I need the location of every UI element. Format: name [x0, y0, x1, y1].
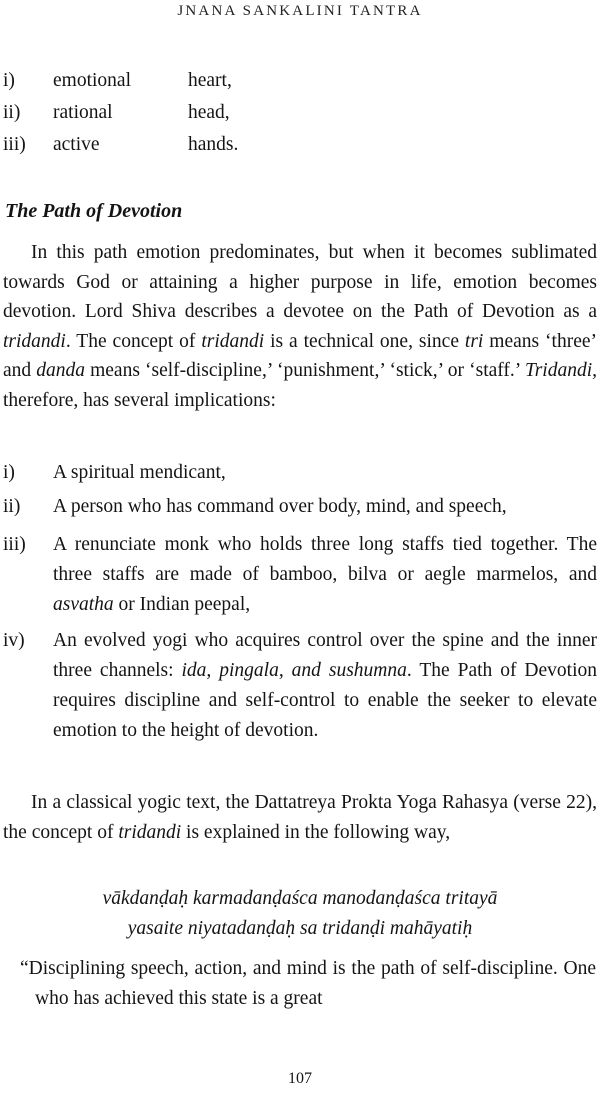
text-run: or Indian peepal,	[113, 594, 251, 615]
term-tri: tri	[464, 330, 484, 352]
section-heading: The Path of Devotion	[5, 200, 183, 222]
term-tridandi: tridandi	[118, 821, 182, 843]
text-run: An evolved yogi who acquires control over the spine and the inner three channels:	[53, 630, 597, 681]
intro-item-number: i)	[3, 70, 15, 91]
intro-item-seat: hands.	[188, 134, 239, 155]
text-run: . The Path of Devotion requires discipline and self-control to enable the seeker to elevate emotion to the height of devotion.	[53, 660, 597, 741]
intro-item-aspect: emotional	[53, 70, 131, 91]
intro-item-number: ii)	[3, 102, 21, 123]
paragraph-path-of-devotion	[3, 238, 597, 415]
term-tridandi: tridandi	[3, 330, 66, 352]
term-tridandi: tridandi	[201, 330, 265, 352]
term-tridandi: Tridandi,	[524, 360, 598, 381]
intro-item-seat: heart,	[188, 70, 232, 91]
intro-item-aspect: active	[53, 134, 100, 155]
text-run: means ‘three’ and	[3, 330, 597, 381]
text-run: In a classical yogic text, the Dattatreya Prokta Yoga Rahasya (verse 22), the concept of	[3, 792, 597, 843]
text-run: means ‘self-discipline,’ ‘punishment,’ ‘stick,’ or ‘staff.’	[85, 360, 525, 381]
implication-text	[53, 626, 597, 746]
implication-number: ii)	[3, 496, 21, 517]
paragraph-classical-text	[3, 788, 597, 847]
text-run: is explained in the following way,	[181, 821, 451, 843]
text-run: is a technical one, since	[264, 330, 465, 352]
text-run: A renunciate monk who holds three long staffs tied together. The three staffs are made of bamboo, bilva or aegle marmelos, and	[53, 534, 597, 585]
term-asvatha: asvatha	[53, 594, 114, 615]
implication-number: i)	[3, 462, 15, 483]
sanskrit-verse-line-1: vākdanḍaḥ karmadanḍaśca manodanḍaśca tritayā	[102, 888, 498, 909]
running-head: JNANA SANKALINI TANTRA	[177, 3, 423, 19]
page-number: 107	[288, 1070, 312, 1087]
intro-item-aspect: rational	[53, 102, 113, 123]
text-run: In this path emotion predominates, but when it becomes sublimated towards God or attaining a higher purpose in life, emotion becomes devotion. Lord Shiva describes a devotee on the Path of Devotion as a	[3, 242, 597, 322]
sanskrit-verse-line-2: yasaite niyatadanḍaḥ sa tridanḍi mahāyatiḥ	[127, 918, 473, 939]
implication-number: iv)	[3, 630, 25, 651]
term-danda: danda	[36, 360, 85, 381]
intro-item-seat: head,	[188, 102, 230, 123]
implication-text: A person who has command over body, mind, and speech,	[53, 496, 507, 517]
term-channels: ida, pingala, and sushumna	[181, 660, 407, 681]
implication-number: iii)	[3, 534, 26, 555]
text-run: . The concept of	[65, 330, 202, 352]
intro-item-number: iii)	[3, 134, 26, 155]
verse-translation: “Disciplining speech, action, and mind is the path of self-discipline. One who has achieved this state is a great	[20, 958, 596, 1009]
implication-text	[53, 530, 597, 620]
implication-text: A spiritual mendicant,	[53, 462, 226, 483]
text-run: therefore, has several implications:	[3, 389, 276, 411]
